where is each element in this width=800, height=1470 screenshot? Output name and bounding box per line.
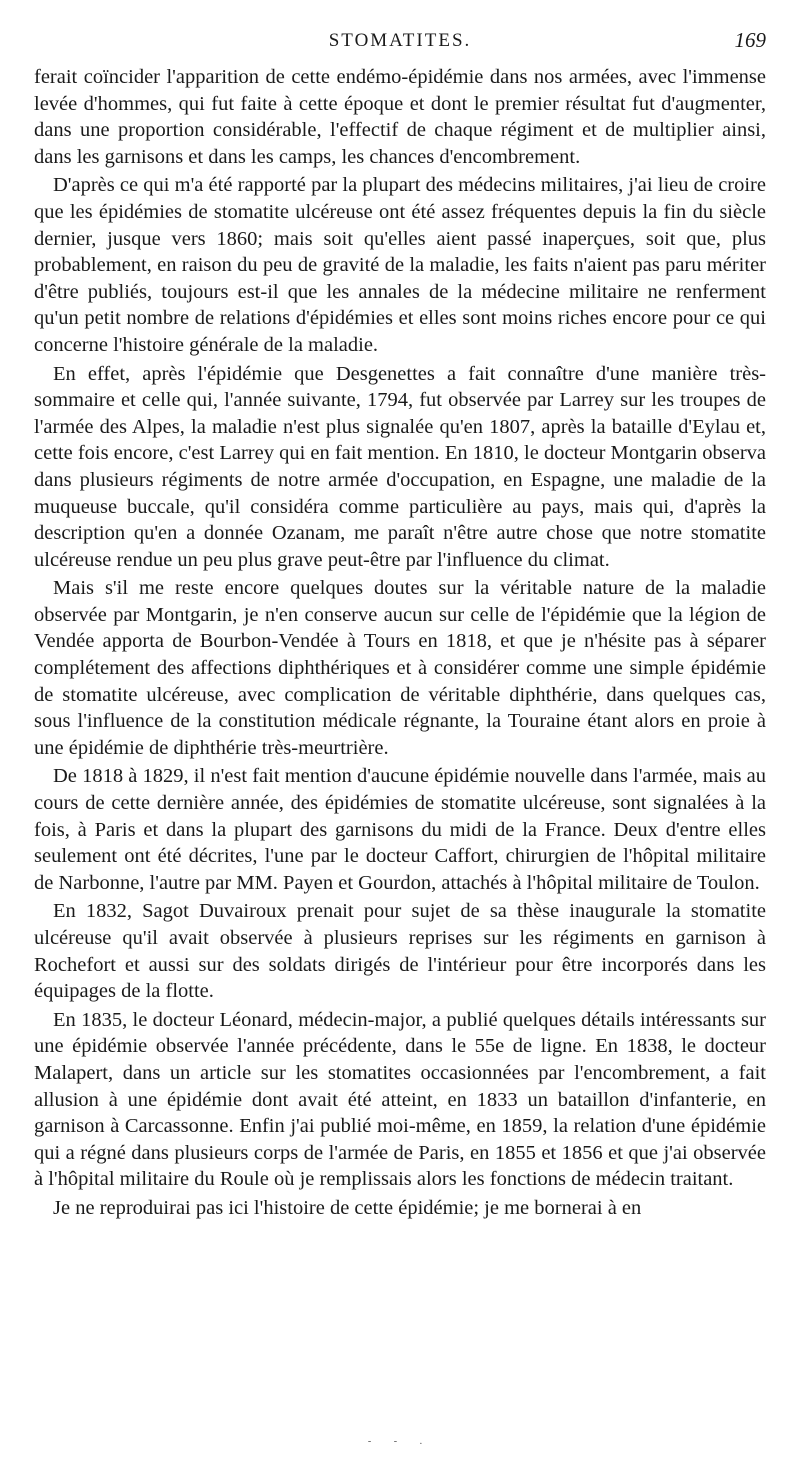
paragraph-4: Mais s'il me reste encore quelques doutes sur la véritable nature de la maladie observée par Montgarin, je n'en conserve aucun sur celle de l'épidémie que la légion de Vendée apporta de Bourbon-Vendée à Tours en 1818, et que je n'hésite pas à séparer complétement des affections diphthériques et à considérer comme une simple épidémie de stomatite ulcéreuse, avec complication de véritable diphthérie, dans quelques cas, sous l'influence de la constitution médicale régnante, la Touraine étant alors en proie à une épidémie de diphthérie très-meurtrière. — [34, 577, 766, 759]
paragraph-8: Je ne reproduirai pas ici l'histoire de cette épidémie; je me bornerai à en — [53, 1196, 642, 1219]
paragraph-3: En effet, après l'épidémie que Desgenettes a fait connaître d'une manière très-sommaire et celle qui, l'année suivante, 1794, fut observée par Larrey sur les troupes de l'armée des Alpes, la maladie n'est plus signalée qu'en 1807, après la bataille d'Eylau et, cette fois encore, c'est Larrey qui en fait mention. En 1810, le docteur Montgarin observa dans plusieurs régiments de notre armée d'occupation, en Espagne, une maladie de la muqueuse buccale, qu'il considéra comme particulière au pays, mais qui, d'après la description qu'en a donnée Ozanam, me paraît n'être autre chose que notre stomatite ulcéreuse rendue un peu plus grave peut-être par l'influence du climat. — [34, 362, 766, 571]
paragraph-6: En 1832, Sagot Duvairoux prenait pour sujet de sa thèse inaugurale la stomatite ulcéreuse qu'il avait observée à plusieurs reprises sur les régiments en garnison à Rochefort et aussi sur des soldats dirigés de l'intérieur pour être incorporés dans les équipages de la flotte. — [34, 900, 766, 1003]
running-title: STOMATITES. — [328, 30, 472, 51]
page — [34, 26, 766, 1224]
paragraph-2: D'après ce qui m'a été rapporté par la plupart des médecins militaires, j'ai lieu de croire que les épidémies de stomatite ulcéreuse ont été assez fréquentes depuis la fin du siècle dernier, jusque vers 1860; mais soit qu'elles aient passé inaperçues, soit que, plus probablement, en raison du peu de gravité de la maladie, les faits n'aient pas paru mériter d'être publiés, toujours est-il que les annales de la médecine militaire ne renferment qu'un petit nombre de relations d'épidémies et elles sont moins riches encore pour ce qui concerne l'histoire générale de la maladie. — [34, 174, 766, 356]
running-head — [34, 26, 766, 56]
page-number: 169 — [734, 28, 766, 52]
paragraph-7: En 1835, le docteur Léonard, médecin-major, a publié quelques détails intéressants sur une épidémie observée l'année précédente, dans le 55e de ligne. En 1838, le docteur Malapert, dans un article sur les stomatites occasionnées par l'encombrement, a fait allusion à une épidémie dont avait été atteint, en 1833 un bataillon d'infanterie, en garnison à Carcassonne. Enfin j'ai publié moi-même, en 1859, la relation d'une épidémie qui a régné dans plusieurs corps de l'armée de Paris, en 1855 et 1856 et que j'ai observée à l'hôpital militaire du Roule où je remplissais alors les fonctions de médecin traitant. — [34, 1008, 766, 1191]
paragraph-5: De 1818 à 1829, il n'est fait mention d'aucune épidémie nouvelle dans l'armée, mais au cours de cette dernière année, des épidémies de stomatite ulcéreuse, sont signalées à la fois, à Paris et dans la plupart des garnisons du midi de la France. Deux d'entre elles seulement ont été décrites, l'une par le docteur Caffort, chirurgien de l'hôpital militaire de Narbonne, l'autre par MM. Payen et Gourdon, attachés à l'hôpital militaire de Toulon. — [34, 765, 766, 894]
footer-marks: - - . — [367, 1436, 433, 1447]
paragraph-1: ferait coïncider l'apparition de cette endémo-épidémie dans nos armées, avec l'immense levée d'hommes, qui fut faite à cette époque et dont le premier résultat fut d'augmenter, dans une proportion considérable, l'effectif de chaque régiment et de multiplier ainsi, dans les garnisons et dans les camps, les chances d'encombrement. — [34, 66, 766, 168]
body-text — [34, 64, 766, 1222]
